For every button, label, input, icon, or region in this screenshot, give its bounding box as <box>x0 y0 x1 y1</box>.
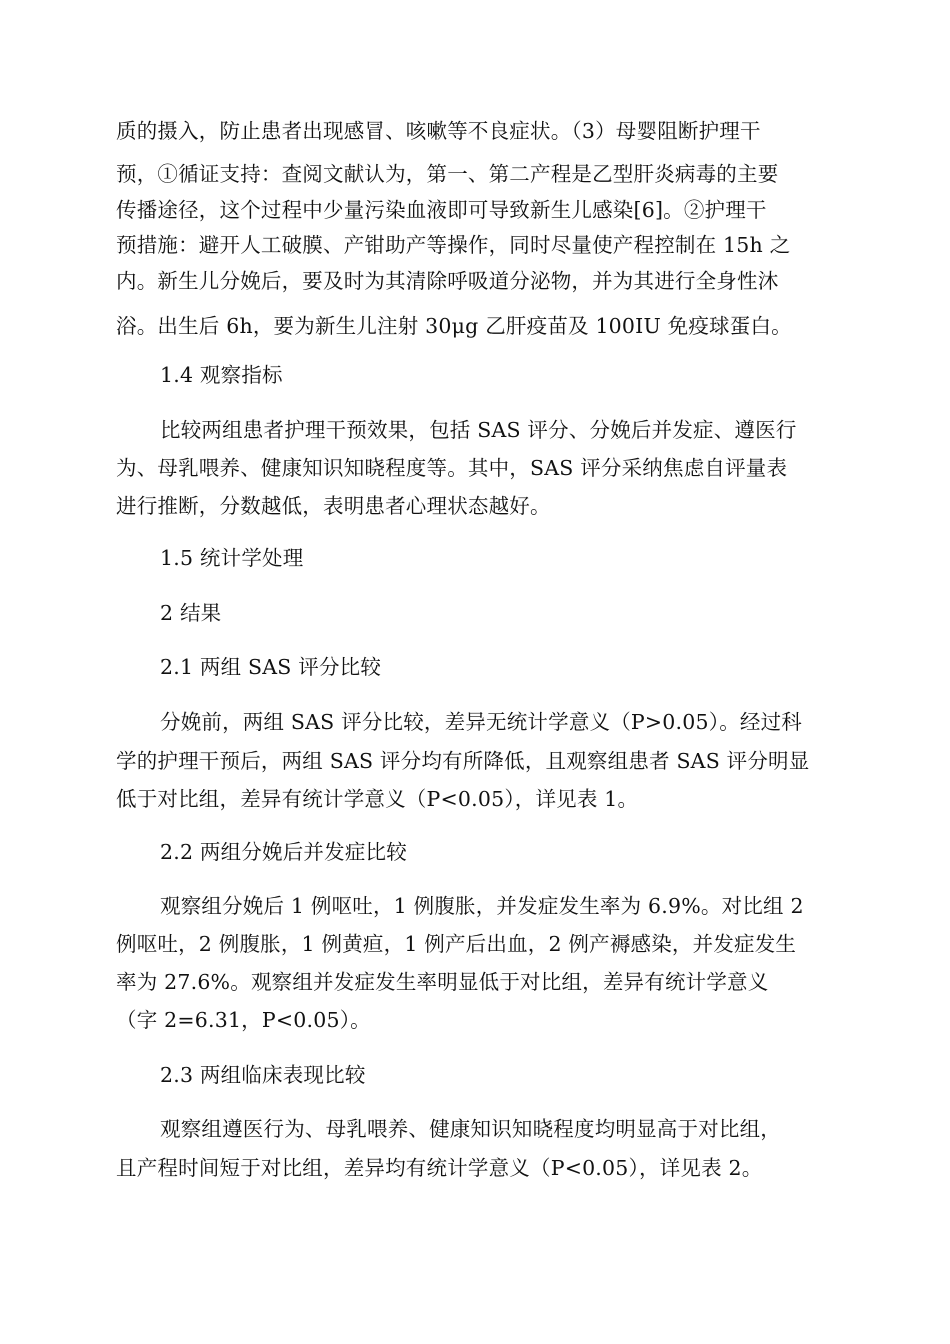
paragraph-line: 预，①循证支持：查阅文献认为，第一、第二产程是乙型肝炎病毒的主要 <box>116 162 779 186</box>
paragraph-line: 例呕吐，2 例腹胀，1 例黄疸，1 例产后出血，2 例产褥感染，并发症发生 <box>116 932 797 956</box>
paragraph-line: 低于对比组，差异有统计学意义（P<0.05），详见表 1。 <box>116 787 639 811</box>
section-heading: 1.5 统计学处理 <box>160 546 304 570</box>
paragraph-line: （字 2=6.31，P<0.05）。 <box>116 1008 371 1032</box>
paragraph-line: 为、母乳喂养、健康知识知晓程度等。其中，SAS 评分采纳焦虑自评量表 <box>116 456 788 480</box>
paragraph-line: 质的摄入，防止患者出现感冒、咳嗽等不良症状。（3）母婴阻断护理干 <box>116 119 761 143</box>
paragraph-line: 预措施：避开人工破膜、产钳助产等操作，同时尽量使产程控制在 15h 之 <box>116 233 791 257</box>
section-heading: 2.3 两组临床表现比较 <box>160 1063 366 1087</box>
section-heading: 2.2 两组分娩后并发症比较 <box>160 840 407 864</box>
paragraph-line: 内。新生儿分娩后，要及时为其清除呼吸道分泌物，并为其进行全身性沐 <box>116 269 779 293</box>
paragraph-line: 比较两组患者护理干预效果，包括 SAS 评分、分娩后并发症、遵医行 <box>160 418 797 442</box>
paragraph-line: 浴。出生后 6h，要为新生儿注射 30μg 乙肝疫苗及 100IU 免疫球蛋白。 <box>116 314 792 338</box>
paragraph-line: 分娩前，两组 SAS 评分比较，差异无统计学意义（P>0.05）。经过科 <box>160 710 802 734</box>
section-heading: 2.1 两组 SAS 评分比较 <box>160 655 382 679</box>
paragraph-line: 且产程时间短于对比组，差异均有统计学意义（P<0.05），详见表 2。 <box>116 1156 763 1180</box>
paragraph-line: 观察组分娩后 1 例呕吐，1 例腹胀，并发症发生率为 6.9%。对比组 2 <box>160 894 804 918</box>
section-heading: 2 结果 <box>160 601 222 625</box>
paragraph-line: 传播途径，这个过程中少量污染血液即可导致新生儿感染[6]。②护理干 <box>116 198 767 222</box>
section-heading: 1.4 观察指标 <box>160 363 283 387</box>
paragraph-line: 进行推断，分数越低，表明患者心理状态越好。 <box>116 494 551 518</box>
paragraph-line: 率为 27.6%。观察组并发症发生率明显低于对比组，差异有统计学意义 <box>116 970 769 994</box>
paragraph-line: 观察组遵医行为、母乳喂养、健康知识知晓程度均明显高于对比组， <box>160 1117 781 1141</box>
paragraph-line: 学的护理干预后，两组 SAS 评分均有所降低，且观察组患者 SAS 评分明显 <box>116 749 810 773</box>
